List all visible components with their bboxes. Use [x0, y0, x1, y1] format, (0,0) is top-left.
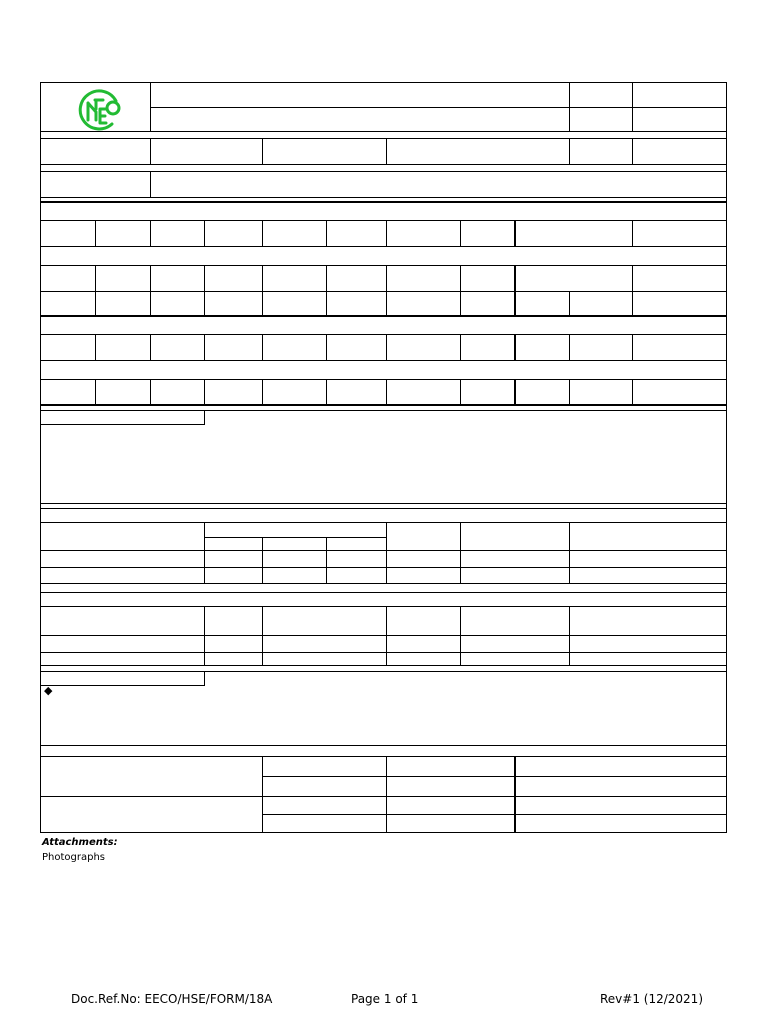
footer-doc-ref: Doc.Ref.No: EECO/HSE/FORM/18A [71, 992, 273, 1006]
footer-revision: Rev#1 (12/2021) [600, 992, 704, 1006]
remarks-bullet: ◆ [44, 685, 53, 697]
form-outer-border [41, 83, 727, 833]
attachments-label: Attachments: [42, 837, 118, 848]
footer-page-number: Page 1 of 1 [351, 992, 419, 1006]
attachment-item-photographs: Photographs [42, 852, 106, 863]
eeco-logo-icon [76, 87, 122, 133]
